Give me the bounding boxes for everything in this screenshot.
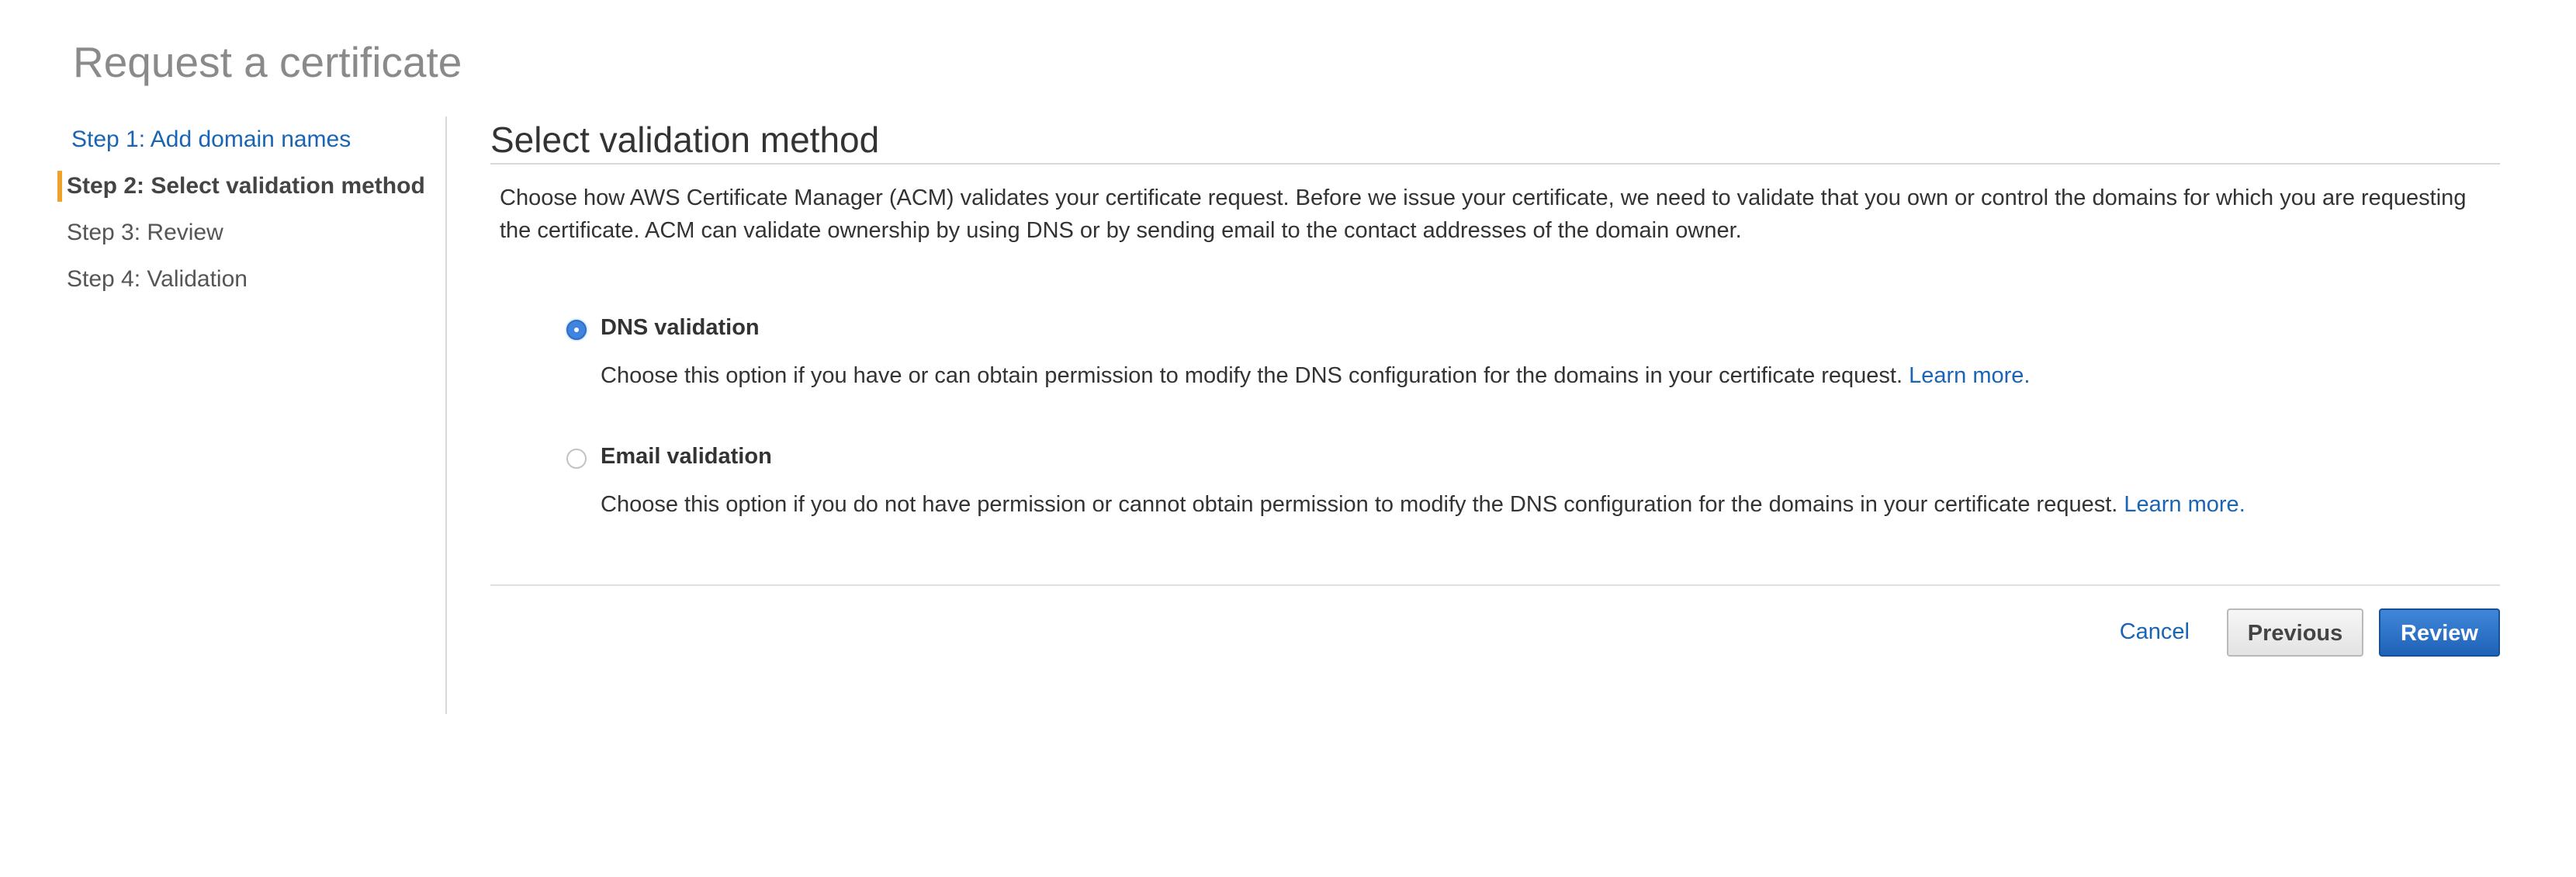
email-validation-description <box>601 487 2245 522</box>
dns-description-text: Choose this option if you have or can obtain permission to modify the DNS configuration for the domains in your certificate request. <box>601 363 1909 388</box>
intro-text: Choose how AWS Certificate Manager (ACM) validates your certificate request. Before we issue your certificate, we need to validate that you own or control the domains for which you are requesting the certificate. ACM can validate ownership by using DNS or by sending email to the contact addresses of the domain owner. <box>500 185 2467 243</box>
step-label: Step 3: Review <box>67 220 223 245</box>
step-add-domain-names[interactable] <box>57 116 445 163</box>
step-label: Step 1: Add domain names <box>71 127 351 152</box>
section-title: Select validation method <box>490 120 880 160</box>
section-divider <box>490 163 2500 165</box>
dns-learn-more-link[interactable]: Learn more. <box>1909 363 2031 388</box>
cancel-link[interactable]: Cancel <box>2119 619 2190 644</box>
email-learn-more-link[interactable]: Learn more. <box>2124 492 2245 517</box>
footer-divider <box>490 584 2500 586</box>
step-review <box>57 210 445 256</box>
dns-validation-radio[interactable] <box>566 320 587 340</box>
active-step-marker <box>57 171 62 202</box>
validation-method-section <box>490 116 2500 517</box>
email-description-text: Choose this option if you do not have permission or cannot obtain permission to modify the DNS configuration for the domains in your certificate request. <box>601 492 2124 517</box>
page-title: Request a certificate <box>73 38 462 86</box>
step-label: Step 2: Select validation method <box>67 173 425 199</box>
wizard-actions <box>490 608 2500 658</box>
sidebar-divider <box>445 116 447 714</box>
dns-validation-label[interactable]: DNS validation <box>601 315 760 340</box>
previous-button[interactable]: Previous <box>2227 608 2363 657</box>
email-validation-label[interactable]: Email validation <box>601 444 772 469</box>
step-select-validation-method <box>57 163 445 210</box>
step-validation <box>57 256 445 303</box>
step-label: Step 4: Validation <box>67 266 248 292</box>
dns-validation-description <box>601 359 2030 393</box>
wizard-steps <box>57 116 445 303</box>
review-button[interactable]: Review <box>2379 608 2500 657</box>
email-validation-radio[interactable] <box>566 449 587 469</box>
